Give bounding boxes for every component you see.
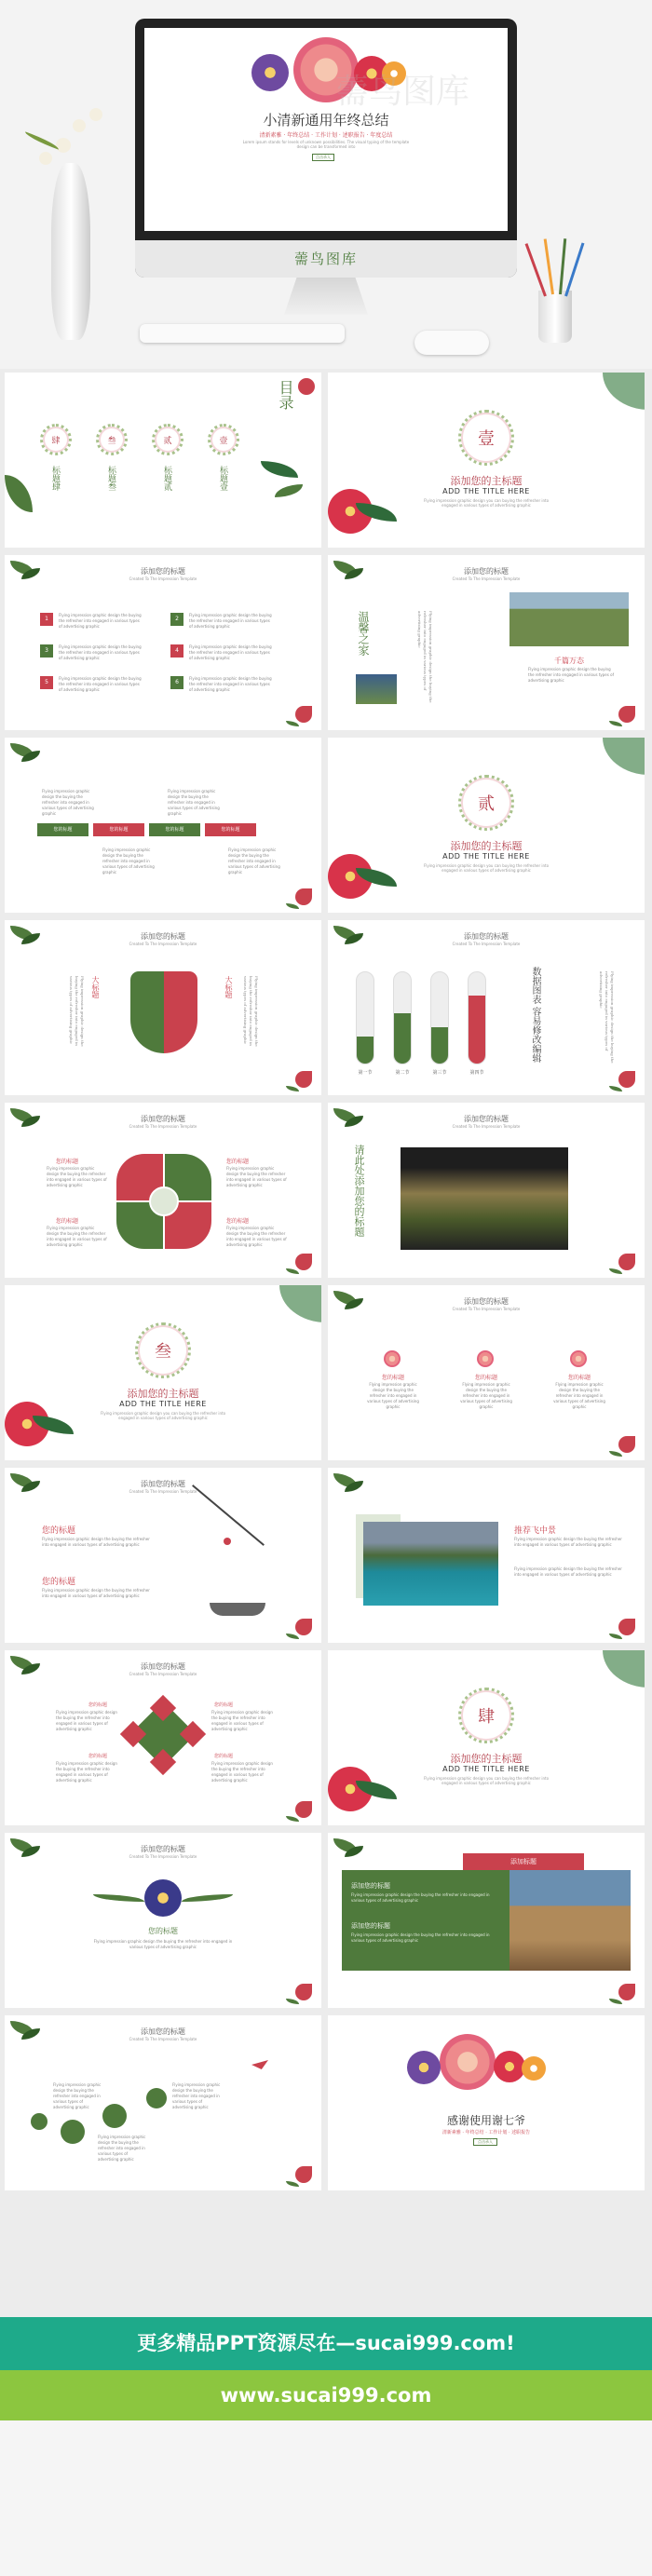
thermo-fill-3 xyxy=(431,1027,448,1064)
flower-label-3: 您的标题 xyxy=(567,1375,591,1381)
list-text-6: Flying impression graphic design the buying the refresher into engaged in various types of advertising graphic xyxy=(189,676,272,692)
diamond-text-1: Flying impression graphic design the buying the refresher into engaged in various types of advertising graphic xyxy=(56,1710,117,1731)
lake-title: 推荐飞中景 xyxy=(514,1526,557,1536)
flower-text-1: Flying impression graphic design the buying the refresher into engaged in various types of advertising graphic xyxy=(367,1382,419,1409)
slide-title: 添加您的标题 xyxy=(464,932,509,941)
bowl-graphic xyxy=(210,1603,265,1616)
thermo-label-4: 第四节 xyxy=(469,1070,484,1076)
timeline-text-2: Flying impression graphic design the buying the refresher into engaged in various types of advertising graphic xyxy=(168,789,220,816)
diamond-label-3: 您的标题 xyxy=(88,1754,108,1759)
diamond-text-2: Flying impression graphic design the buying the refresher into engaged in various types of advertising graphic xyxy=(211,1710,273,1731)
thermo-label-2: 第二节 xyxy=(395,1070,410,1076)
section2-title: 添加您的主标题 xyxy=(450,840,523,852)
slide-section-2 xyxy=(328,738,645,913)
slide-title: 添加您的标题 xyxy=(141,1480,185,1488)
puzzle-label-4: 您的标题 xyxy=(226,1218,250,1225)
slide-lake xyxy=(328,1468,645,1643)
slide-branch xyxy=(5,1468,321,1643)
shield-right-title: 大标题 xyxy=(224,976,233,998)
timeline-step-4: 您的标题 xyxy=(205,823,256,836)
path-text-3: Flying impression graphic design the buying the refresher into engaged in various types of advertising graphic xyxy=(172,2082,221,2109)
photo-small xyxy=(356,674,397,704)
toc-title: 目录 xyxy=(277,380,294,410)
puzzle-text-3: Flying impression graphic design the buying the refresher into engaged in various types of advertising graphic xyxy=(47,1226,107,1247)
num-badge-1: 1 xyxy=(40,613,53,626)
path-text-1: Flying impression graphic design the buying the refresher into engaged in various types of advertising graphic xyxy=(53,2082,102,2109)
puzzle-text-2: Flying impression graphic design the buying the refresher into engaged in various types of advertising graphic xyxy=(226,1166,287,1187)
section3-en: ADD THE TITLE HERE xyxy=(119,1400,207,1408)
diamond-label-4: 您的标题 xyxy=(214,1754,234,1759)
shield-left-text: Flying impression graphic design the buying the refresher into engaged in various types of advertising graphic xyxy=(69,976,85,1047)
diamond-text-3: Flying impression graphic design the buying the refresher into engaged in various types of advertising graphic xyxy=(56,1761,117,1783)
slide-subtitle: Created To The Impression Template xyxy=(129,1854,197,1859)
green-label-1: 添加您的标题 xyxy=(351,1882,390,1890)
list-text-1: Flying impression graphic design the buying the refresher into engaged in various types of advertising graphic xyxy=(59,613,142,629)
section3-body: Flying impression graphic design you can buying the refresher into engaged in various types of advertising graphic xyxy=(100,1411,226,1420)
num-badge-3: 3 xyxy=(40,644,53,658)
jeep-photo xyxy=(509,1870,631,1971)
thanks-button[interactable]: 点击录入 xyxy=(473,2138,497,2146)
section3-title: 添加您的主标题 xyxy=(127,1388,199,1400)
pencil-cup xyxy=(538,291,572,343)
dream-vtitle: 温馨之家 xyxy=(357,611,370,656)
slide-diamond xyxy=(5,1650,321,1825)
section1-body: Flying impression graphic design you can buying the refresher into engaged in various types of advertising graphic xyxy=(423,498,550,508)
sunrise-photo xyxy=(401,1147,568,1250)
branch-title-2: 您的标题 xyxy=(42,1578,76,1587)
slide-subtitle: Created To The Impression Template xyxy=(129,1124,197,1129)
promo-banner-1[interactable]: 更多精品PPT资源尽在—sucai999.com! xyxy=(0,2317,652,2370)
slide-title: 添加您的标题 xyxy=(141,567,185,576)
branch-text-1: Flying impression graphic design the buying the refresher into engaged in various types of advertising graphic xyxy=(42,1537,150,1547)
diamond-label-1: 您的标题 xyxy=(88,1702,108,1708)
green-label-2: 添加您的标题 xyxy=(351,1922,390,1930)
monitor-stand xyxy=(284,278,368,315)
dream-right-title: 千篇万态 xyxy=(554,657,584,665)
num-badge-5: 5 xyxy=(40,676,53,689)
slide-shield xyxy=(5,920,321,1095)
dream-vtext: Flying impression graphic design the buying the refresher into engaged in various types of advertising graphic xyxy=(417,611,433,703)
slide-dream xyxy=(328,555,645,730)
section2-num: 贰 xyxy=(478,794,495,814)
slide-toc xyxy=(5,373,321,548)
toc-item-2[interactable]: 标题叁 xyxy=(106,466,115,491)
cover-subtitle: 清新素雅 · 年终总结 · 工作计划 · 述职报告 · 年度总结 xyxy=(259,132,393,139)
puzzle-text-4: Flying impression graphic design the buying the refresher into engaged in various types of advertising graphic xyxy=(226,1226,287,1247)
thermo-vtitle: 数据图表 容易修改编辑 xyxy=(530,967,540,1064)
photo-vtitle: 请此处添加您的标题 xyxy=(353,1145,365,1237)
slide-subtitle: Created To The Impression Template xyxy=(452,942,521,946)
lake-text-1: Flying impression graphic design the buying the refresher into engaged in various types of advertising graphic xyxy=(514,1537,622,1547)
section2-body: Flying impression graphic design you can buying the refresher into engaged in various types of advertising graphic xyxy=(423,863,550,873)
thermo-tube-3 xyxy=(430,971,449,1064)
cover-button[interactable]: 点击录入 xyxy=(312,154,334,161)
shield-left-title: 大标题 xyxy=(91,976,100,998)
slide-title: 添加您的标题 xyxy=(141,932,185,941)
timeline-step-2: 您的标题 xyxy=(93,823,144,836)
bottom-blank-area xyxy=(0,2420,652,2576)
timeline-step-3: 您的标题 xyxy=(149,823,200,836)
cover-body: Lorem ipsum stands for levels of unknown possibilities. The visual typing of the template design can be transformed into xyxy=(242,140,410,149)
shield-graphic xyxy=(130,971,197,1053)
keyboard xyxy=(140,324,345,343)
branch-title-1: 您的标题 xyxy=(42,1526,76,1536)
monitor-frame xyxy=(135,19,517,278)
list-text-4: Flying impression graphic design the buying the refresher into engaged in various types of advertising graphic xyxy=(189,644,272,660)
timeline-step-1: 您的标题 xyxy=(37,823,88,836)
section1-num: 壹 xyxy=(478,429,495,449)
slide-section-1 xyxy=(328,373,645,548)
timeline-text-1: Flying impression graphic design the buying the refresher into engaged in various types of advertising graphic xyxy=(42,789,94,816)
shield-right-text: Flying impression graphic design the buying the refresher into engaged in various types of advertising graphic xyxy=(243,976,259,1047)
slide-timeline xyxy=(5,738,321,913)
slide-title: 添加您的标题 xyxy=(464,567,509,576)
slide-green-block xyxy=(328,1833,645,2008)
toc-item-1[interactable]: 标题肆 xyxy=(50,466,60,491)
slide-center-flower xyxy=(5,1833,321,2008)
thermo-fill-2 xyxy=(394,1013,411,1064)
orchid-illustration xyxy=(19,101,121,175)
section1-title: 添加您的主标题 xyxy=(450,475,523,487)
slide-subtitle: Created To The Impression Template xyxy=(129,1672,197,1676)
section1-en: ADD THE TITLE HERE xyxy=(442,487,530,495)
thanks-flower xyxy=(440,2034,496,2090)
thermo-tube-2 xyxy=(393,971,412,1064)
thermo-label-3: 第三节 xyxy=(432,1070,447,1076)
thermo-fill-1 xyxy=(357,1037,374,1064)
slide-subtitle: Created To The Impression Template xyxy=(129,942,197,946)
thermo-vtext: Flying impression graphic design the buying the refresher into engaged in various types of advertising graphic xyxy=(599,971,615,1064)
vase-illustration xyxy=(51,163,90,340)
section4-num: 肆 xyxy=(478,1707,495,1727)
toc-item-3[interactable]: 标题贰 xyxy=(162,466,171,491)
thermo-fill-4 xyxy=(469,996,485,1064)
slide-subtitle: Created To The Impression Template xyxy=(129,576,197,581)
num-badge-2: 2 xyxy=(170,613,183,626)
puzzle-label-3: 您的标题 xyxy=(56,1218,79,1225)
slide-title: 添加您的标题 xyxy=(141,2027,185,2036)
slide-thermometer xyxy=(328,920,645,1095)
list-text-5: Flying impression graphic design the buying the refresher into engaged in various types of advertising graphic xyxy=(59,676,142,692)
thanks-title: 感谢使用谢七爷 xyxy=(446,2114,525,2127)
mouse xyxy=(414,331,489,355)
section4-en: ADD THE TITLE HERE xyxy=(442,1765,530,1773)
slide-subtitle: Created To The Impression Template xyxy=(452,1124,521,1129)
thermo-label-1: 第一节 xyxy=(358,1070,373,1076)
flower-text-2: Flying impression graphic design the buying the refresher into engaged in various types of advertising graphic xyxy=(460,1382,512,1409)
slide-path xyxy=(5,2015,321,2190)
slide-title: 添加您的标题 xyxy=(141,1845,185,1853)
section4-title: 添加您的主标题 xyxy=(450,1753,523,1765)
thanks-subtitle: 清新素雅 · 年终总结 · 工作计划 · 述职报告 xyxy=(441,2130,531,2135)
green-header: 添加标题 xyxy=(463,1853,584,1870)
puzzle-label-1: 您的标题 xyxy=(56,1159,79,1165)
flower-label-1: 您的标题 xyxy=(381,1375,404,1381)
puzzle-text-1: Flying impression graphic design the buying the refresher into engaged in various types of advertising graphic xyxy=(47,1166,107,1187)
cover-slide xyxy=(144,28,508,231)
slide-section-4 xyxy=(328,1650,645,1825)
toc-circle-2: 叁 xyxy=(107,436,116,446)
toc-circle-4: 壹 xyxy=(219,436,228,446)
list-text-2: Flying impression graphic design the buying the refresher into engaged in various types of advertising graphic xyxy=(189,613,272,629)
green-text-1: Flying impression graphic design the buying the refresher into engaged in various types of advertising graphic xyxy=(351,1892,490,1903)
slide-three-flowers xyxy=(328,1285,645,1460)
section2-en: ADD THE TITLE HERE xyxy=(442,852,530,861)
slide-title: 添加您的标题 xyxy=(464,1297,509,1306)
num-badge-6: 6 xyxy=(170,676,183,689)
watermark-text: 薷鸟图库 xyxy=(335,73,470,111)
slide-subtitle: Created To The Impression Template xyxy=(452,1307,521,1311)
green-text-2: Flying impression graphic design the buying the refresher into engaged in various types of advertising graphic xyxy=(351,1932,490,1943)
timeline-text-4: Flying impression graphic design the buying the refresher into engaged in various types of advertising graphic xyxy=(228,847,280,874)
center-flower-title: 您的标题 xyxy=(148,1927,178,1935)
diamond-text-4: Flying impression graphic design the buying the refresher into engaged in various types of advertising graphic xyxy=(211,1761,273,1783)
section3-num: 叁 xyxy=(155,1342,171,1362)
section4-body: Flying impression graphic design you can buying the refresher into engaged in various types of advertising graphic xyxy=(423,1776,550,1785)
slide-subtitle: Created To The Impression Template xyxy=(129,2037,197,2041)
lake-text-2: Flying impression graphic design the buying the refresher into engaged in various types of advertising graphic xyxy=(514,1566,622,1577)
dream-right-text: Flying impression graphic design the buying the refresher into engaged in various types of advertising graphic xyxy=(528,667,614,683)
toc-item-4[interactable]: 标题壹 xyxy=(218,466,227,491)
num-badge-4: 4 xyxy=(170,644,183,658)
hero-mockup xyxy=(0,0,652,369)
landscape-photo xyxy=(509,592,629,646)
thermo-tube-4 xyxy=(468,971,486,1064)
slide-subtitle: Created To The Impression Template xyxy=(452,576,521,581)
screen-caption: 薷鸟图库 xyxy=(293,251,358,267)
flower-label-2: 您的标题 xyxy=(474,1375,497,1381)
promo-banner-2[interactable]: www.sucai999.com xyxy=(0,2370,652,2420)
puzzle-center xyxy=(149,1186,179,1216)
branch-text-2: Flying impression graphic design the buying the refresher into engaged in various types of advertising graphic xyxy=(42,1588,150,1598)
list-text-3: Flying impression graphic design the buying the refresher into engaged in various types of advertising graphic xyxy=(59,644,142,660)
slide-subtitle: Created To The Impression Template xyxy=(129,1489,197,1494)
slide-title: 添加您的标题 xyxy=(141,1662,185,1671)
slide-thanks xyxy=(328,2015,645,2190)
path-text-2: Flying impression graphic design the buying the refresher into engaged in various types of advertising graphic xyxy=(98,2135,146,2162)
center-flower xyxy=(144,1879,182,1917)
puzzle-label-2: 您的标题 xyxy=(226,1159,250,1165)
diamond-label-2: 您的标题 xyxy=(214,1702,234,1708)
timeline-text-3: Flying impression graphic design the buying the refresher into engaged in various types of advertising graphic xyxy=(102,847,155,874)
flower-text-3: Flying impression graphic design the buying the refresher into engaged in various types of advertising graphic xyxy=(553,1382,605,1409)
slide-puzzle xyxy=(5,1103,321,1278)
center-flower-text: Flying impression graphic design the buying the refresher into engaged in various types of advertising graphic xyxy=(93,1939,233,1949)
lake-photo xyxy=(363,1522,498,1606)
toc-circle-1: 肆 xyxy=(51,436,61,446)
slide-section-3 xyxy=(5,1285,321,1460)
paper-plane-icon xyxy=(251,2060,268,2069)
slide-photo-vertical xyxy=(328,1103,645,1278)
cover-title: 小清新通用年终总结 xyxy=(263,112,389,129)
toc-circle-3: 贰 xyxy=(163,436,172,446)
slide-list6 xyxy=(5,555,321,730)
slide-title: 添加您的标题 xyxy=(464,1115,509,1123)
slide-title: 添加您的标题 xyxy=(141,1115,185,1123)
thermo-tube-1 xyxy=(356,971,374,1064)
